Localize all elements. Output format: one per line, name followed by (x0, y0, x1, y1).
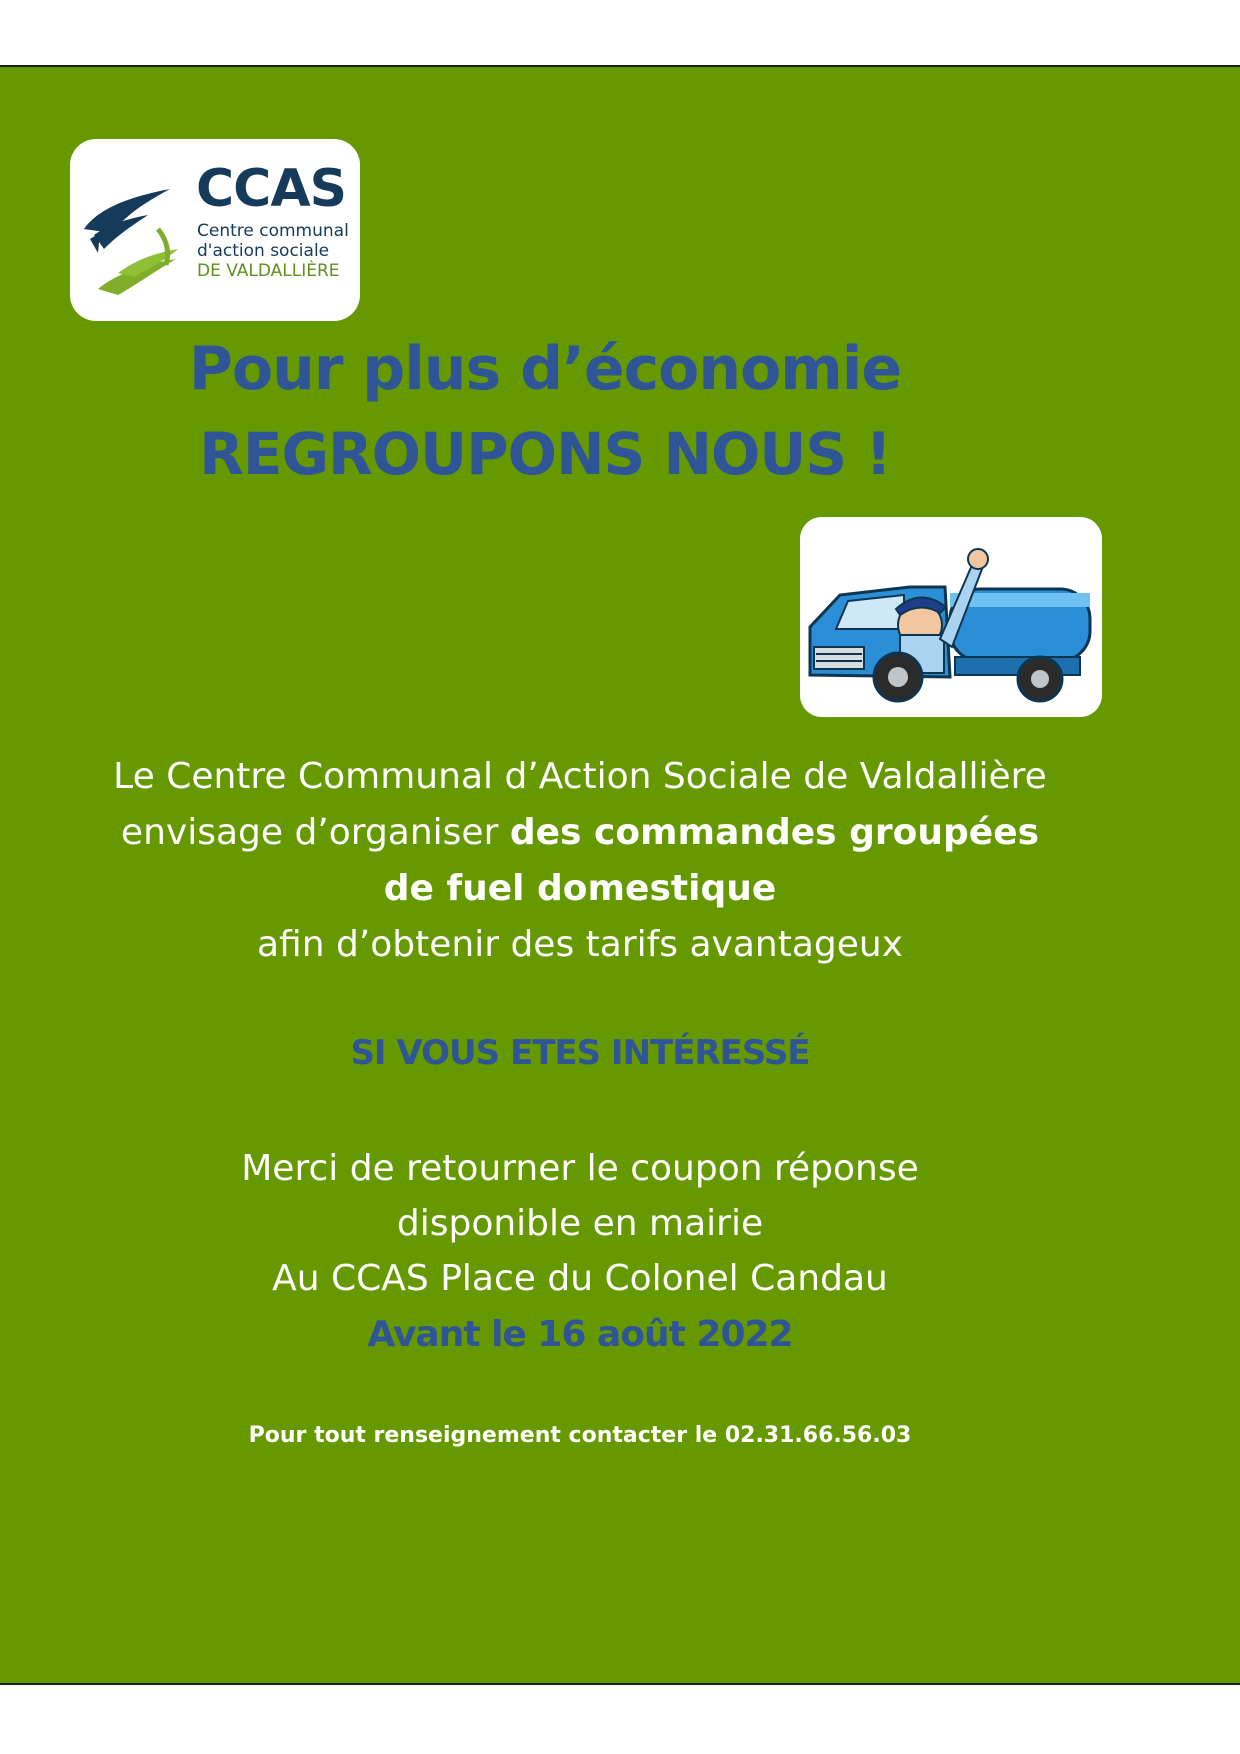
body-line2-plain: envisage d’organiser (120, 812, 510, 853)
headline-line1: Pour plus d’économie (188, 334, 902, 404)
body-line2 (40, 812, 1120, 853)
truck-illustration (800, 517, 1102, 717)
deadline-text: Avant le 16 août 2022 (367, 1314, 793, 1355)
instructions-line3: Au CCAS Place du Colonel Candau (272, 1258, 888, 1299)
logo-subtitle-line2: d'action sociale (197, 241, 330, 261)
contact-text: Pour tout renseignement contacter le 02.31.66.56.03 (248, 1423, 912, 1448)
body-line1: Le Centre Communal d’Action Sociale de Valdallière (113, 756, 1047, 797)
fuel-truck-icon (800, 517, 1102, 717)
instructions-line1: Merci de retourner le coupon réponse (241, 1148, 919, 1189)
body-line4: afin d’obtenir des tarifs avantageux (256, 924, 904, 965)
interest-heading: SI VOUS ETES INTÉRESSÉ (350, 1033, 810, 1073)
headline-line2: REGROUPONS NOUS ! (199, 420, 891, 488)
logo-subtitle-line1: Centre communal (197, 221, 349, 241)
instructions-line2: disponible en mairie (396, 1203, 764, 1244)
flyer-poster (0, 65, 1240, 1685)
ccas-logo-icon (78, 169, 188, 299)
logo-subtitle-line3: DE VALDALLIÈRE (197, 261, 340, 281)
logo-title: CCAS (196, 159, 347, 219)
body-line3: de fuel domestique (383, 868, 777, 909)
body-line2-bold: des commandes groupées (509, 812, 1040, 853)
ccas-logo (70, 139, 360, 321)
